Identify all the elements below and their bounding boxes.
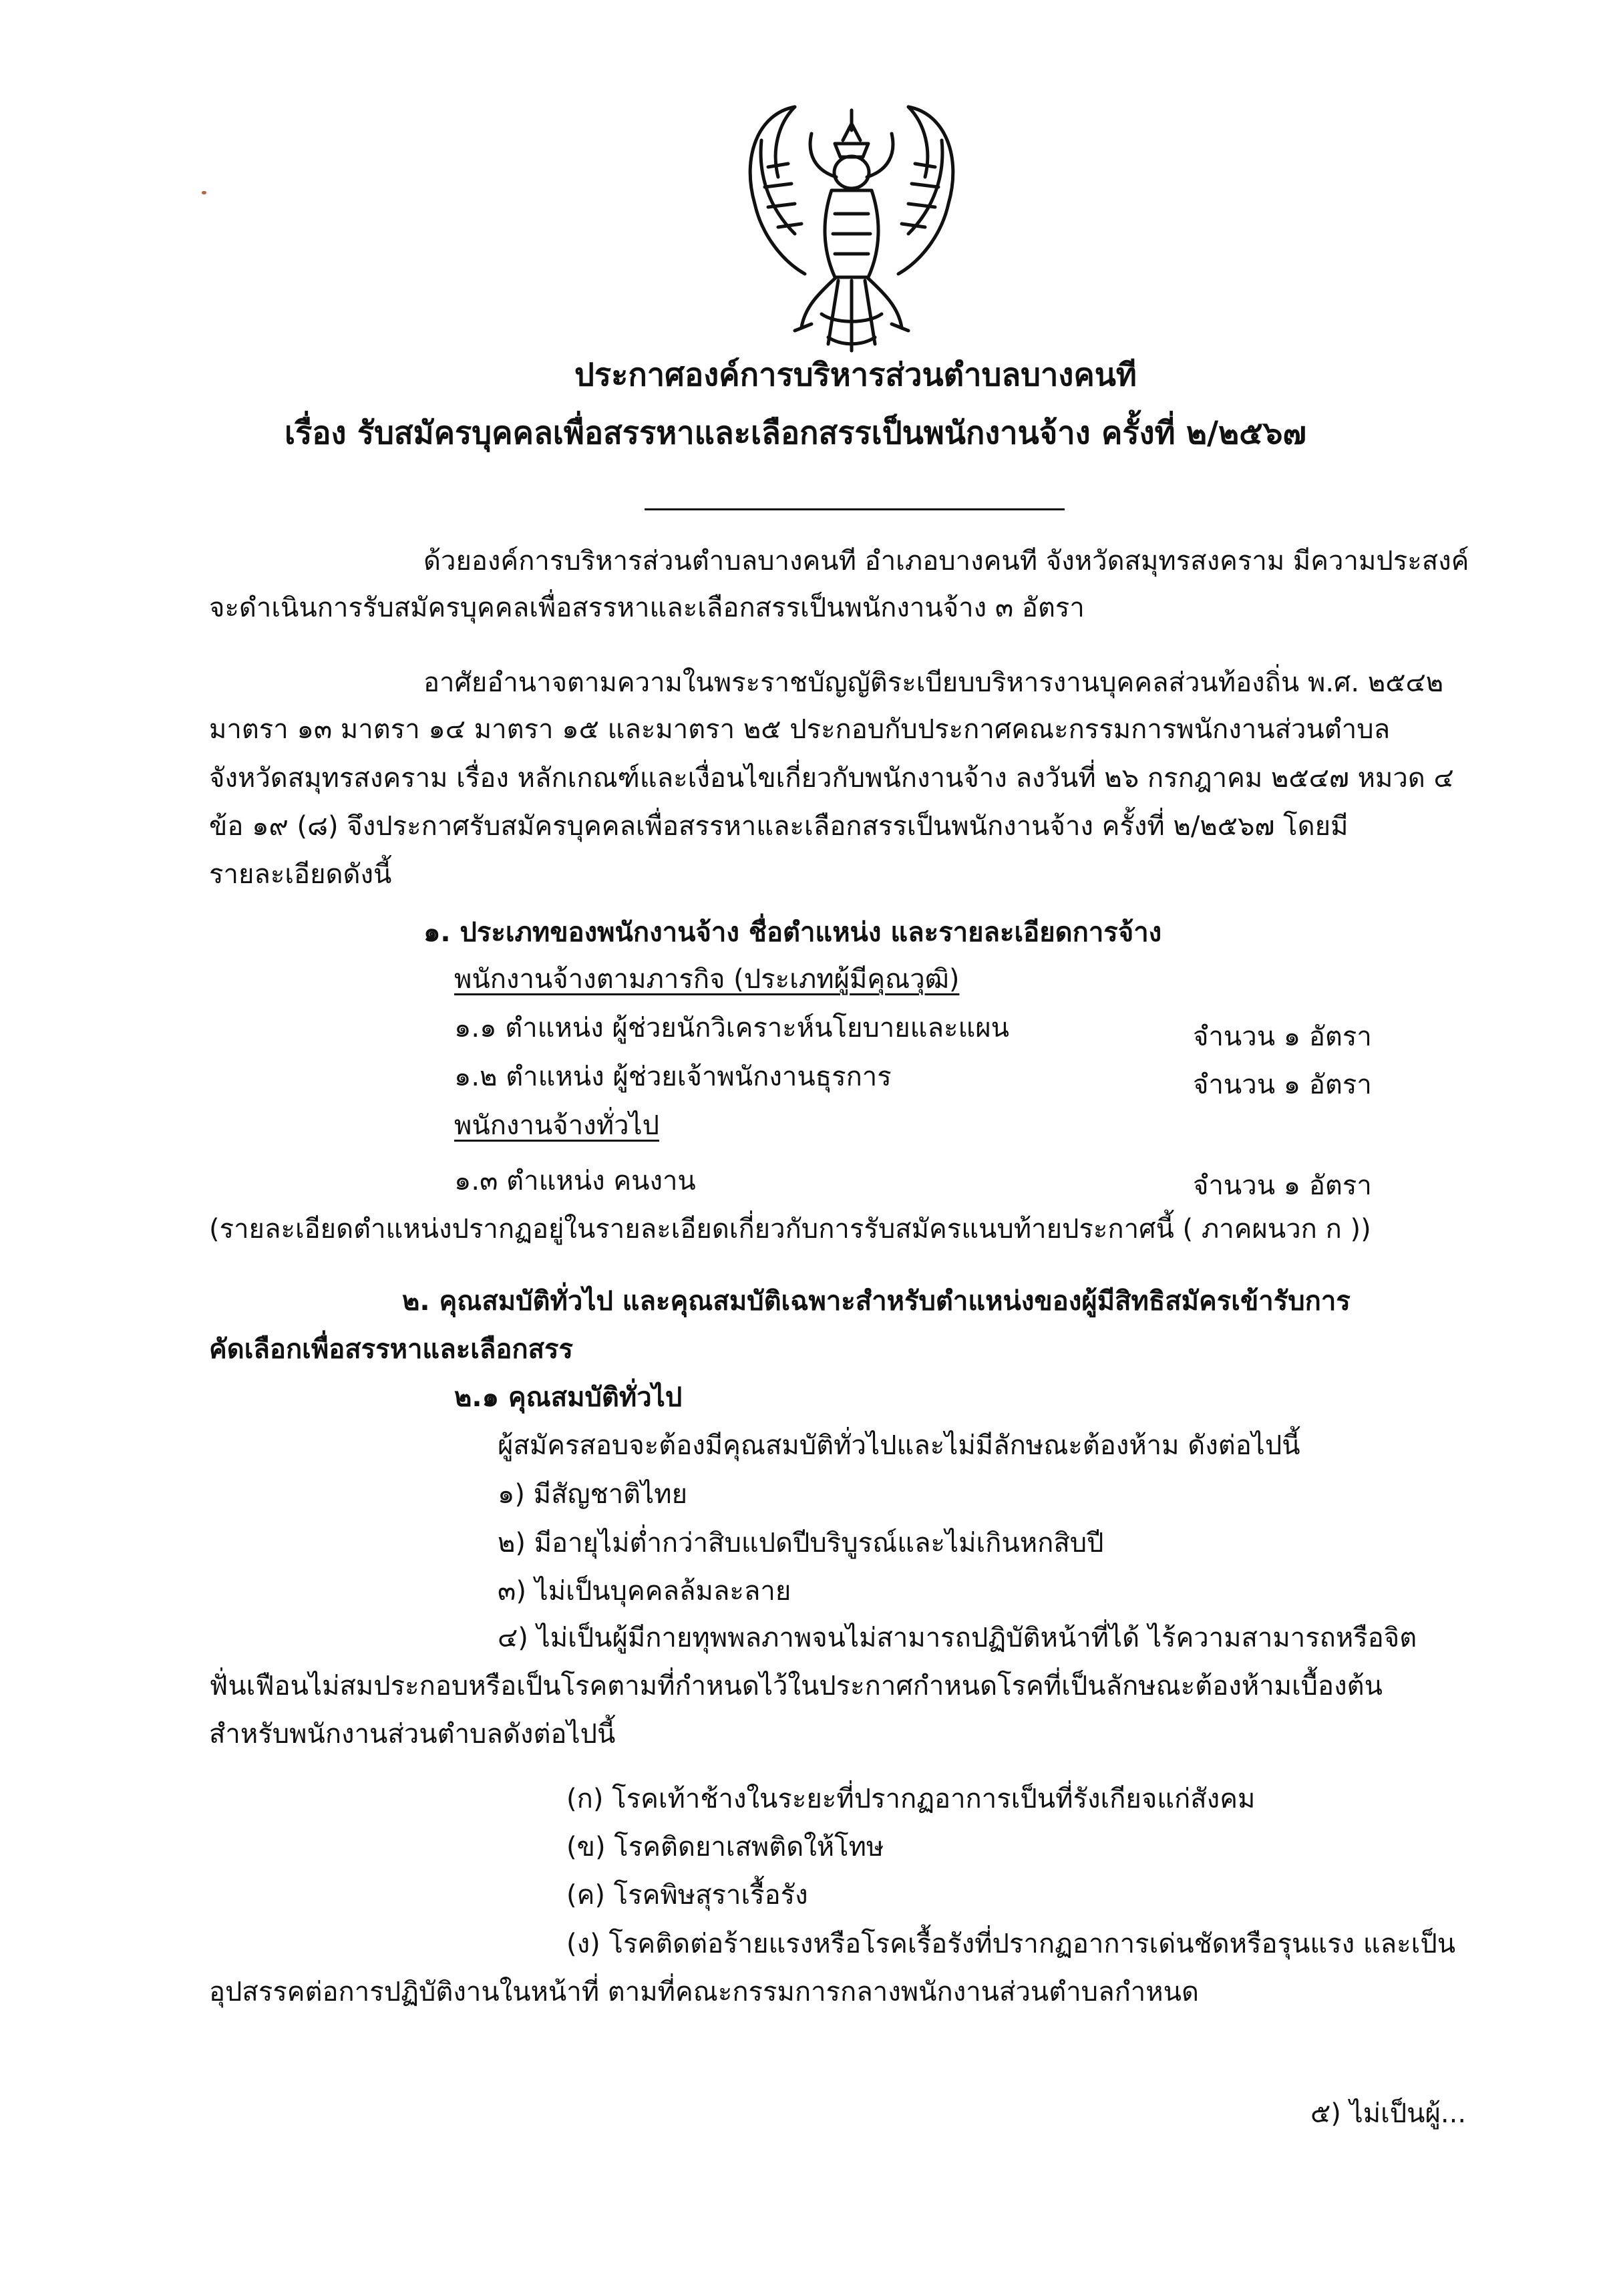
qualification-item: ๔) ไม่เป็นผู้มีกายทุพพลภาพจนไม่สามารถปฏิบัติหน้าที่ได้ ไร้ความสามารถหรือจิต bbox=[498, 1623, 1417, 1653]
position-count-3: จำนวน ๑ อัตรา bbox=[1193, 1170, 1372, 1201]
authority-paragraph-line: มาตรา ๑๓ มาตรา ๑๔ มาตรา ๑๕ และมาตรา ๒๕ ประกอบกับประกาศคณะกรรมการพนักงานส่วนตำบล bbox=[209, 714, 1391, 745]
position-count-2: จำนวน ๑ อัตรา bbox=[1193, 1070, 1372, 1100]
announcement-title: ประกาศองค์การบริหารส่วนตำบลบางคนที bbox=[574, 357, 1137, 393]
employee-group-mission: พนักงานจ้างตามภารกิจ (ประเภทผู้มีคุณวุฒิ) bbox=[454, 964, 960, 995]
qualification-item-cont: ฟั่นเฟือนไม่สมประกอบหรือเป็นโรคตามที่กำหนดไว้ในประกาศกำหนดโรคที่เป็นลักษณะต้องห้ามเบื้องต้น bbox=[209, 1671, 1383, 1701]
disease-item-cont: อุปสรรคต่อการปฏิบัติงานในหน้าที่ ตามที่คณะกรรมการกลางพนักงานส่วนตำบลกำหนด bbox=[209, 1977, 1199, 2007]
announcement-subject: เรื่อง รับสมัครบุคคลเพื่อสรรหาและเลือกสรรเป็นพนักงานจ้าง ครั้งที่ ๒/๒๕๖๗ bbox=[285, 415, 1306, 452]
authority-paragraph-line: ข้อ ๑๙ (๘) จึงประกาศรับสมัครบุคคลเพื่อสรรหาและเลือกสรรเป็นพนักงานจ้าง ครั้งที่ ๒/๒๕๖๗ โดยมี bbox=[209, 811, 1349, 842]
position-item-1: ๑.๑ ตำแหน่ง ผู้ช่วยนักวิเคราะห์นโยบายและแผน bbox=[454, 1013, 1010, 1043]
qualification-item-cont: สำหรับพนักงานส่วนตำบลดังต่อไปนี้ bbox=[209, 1719, 616, 1750]
position-item-2: ๑.๒ ตำแหน่ง ผู้ช่วยเจ้าพนักงานธุรการ bbox=[454, 1061, 892, 1092]
position-item-3: ๑.๓ ตำแหน่ง คนงาน bbox=[454, 1166, 696, 1196]
disease-item: (ค) โรคพิษสุราเรื้อรัง bbox=[566, 1880, 808, 1911]
qualification-intro: ผู้สมัครสอบจะต้องมีคุณสมบัติทั่วไปและไม่มีลักษณะต้องห้าม ดังต่อไปนี้ bbox=[498, 1430, 1300, 1461]
disease-item: (ข) โรคติดยาเสพติดให้โทษ bbox=[566, 1832, 884, 1862]
page-continuation: ๕) ไม่เป็นผู้... bbox=[1310, 2098, 1467, 2129]
intro-paragraph-line: ด้วยองค์การบริหารส่วนตำบลบางคนที อำเภอบางคนที จังหวัดสมุทรสงคราม มีความประสงค์ bbox=[423, 546, 1469, 577]
authority-paragraph-line: จังหวัดสมุทรสงคราม เรื่อง หลักเกณฑ์และเงื่อนไขเกี่ยวกับพนักงานจ้าง ลงวันที่ ๒๖ กรกฎาคม ๒๕๔๗ หมวด ๔ bbox=[209, 763, 1454, 794]
qualification-item: ๒) มีอายุไม่ต่ำกว่าสิบแปดปีบริบูรณ์และไม่เกินหกสิบปี bbox=[498, 1528, 1104, 1559]
employee-group-general: พนักงานจ้างทั่วไป bbox=[454, 1110, 660, 1141]
authority-paragraph-line: รายละเอียดดังนี้ bbox=[209, 859, 392, 890]
qualification-item: ๓) ไม่เป็นบุคคลล้มละลาย bbox=[498, 1576, 791, 1607]
intro-paragraph-line: จะดำเนินการรับสมัครบุคคลเพื่อสรรหาและเลือกสรรเป็นพนักงานจ้าง ๓ อัตรา bbox=[209, 593, 1085, 623]
disease-item: (ง) โรคติดต่อร้ายแรงหรือโรคเรื้อรังที่ปรากฏอาการเด่นชัดหรือรุนแรง และเป็น bbox=[566, 1929, 1456, 1959]
section-2-heading-cont: คัดเลือกเพื่อสรรหาและเลือกสรร bbox=[209, 1334, 574, 1365]
position-count-1: จำนวน ๑ อัตรา bbox=[1193, 1021, 1372, 1052]
ink-speck bbox=[202, 191, 206, 194]
subsection-2-1-heading: ๒.๑ คุณสมบัติทั่วไป bbox=[454, 1382, 683, 1413]
title-divider bbox=[645, 508, 1065, 510]
section-2-heading: ๒. คุณสมบัติทั่วไป และคุณสมบัติเฉพาะสำหรับตำแหน่งของผู้มีสิทธิสมัครเข้ารับการ bbox=[402, 1286, 1351, 1317]
authority-paragraph-line: อาศัยอำนาจตามความในพระราชบัญญัติระเบียบบริหารงานบุคคลส่วนท้องถิ่น พ.ศ. ๒๕๔๒ bbox=[423, 667, 1444, 698]
garuda-emblem-icon bbox=[695, 94, 1009, 361]
section-1-heading: ๑. ประเภทของพนักงานจ้าง ชื่อตำแหน่ง และรายละเอียดการจ้าง bbox=[423, 917, 1162, 948]
position-details-note: (รายละเอียดตำแหน่งปรากฏอยู่ในรายละเอียดเกี่ยวกับการรับสมัครแนบท้ายประกาศนี้ ( ภาคผนวก ก )) bbox=[209, 1214, 1371, 1245]
qualification-item: ๑) มีสัญชาติไทย bbox=[498, 1479, 688, 1510]
disease-item: (ก) โรคเท้าช้างในระยะที่ปรากฏอาการเป็นที่รังเกียจแก่สังคม bbox=[566, 1784, 1256, 1814]
